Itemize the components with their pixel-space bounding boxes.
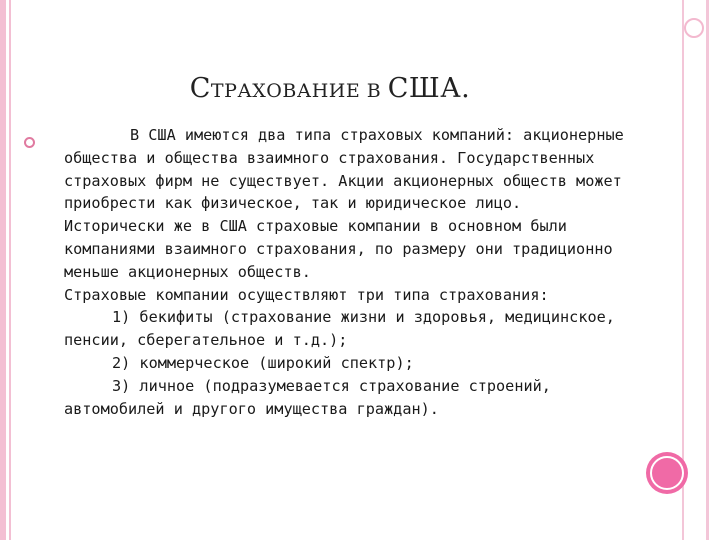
- bottom-circle-decoration: [646, 452, 688, 494]
- title-initial: С: [189, 73, 211, 104]
- slide-title: [0, 73, 660, 104]
- paragraph-history: Исторически же в США страховые компании в основном были компаниями взаимного страхования, по размеру они традиционно меньше акционерных обществ.: [64, 217, 613, 281]
- paragraph-company-types: В США имеются два типа страховых компаний: акционерные общества и общества взаимного страхования. Государственных страховых фирм не существует. Акции акционерных обществ может приобрести как физическое, так и юридическое лицо.: [64, 126, 624, 213]
- list-item: 2) коммерческое (широкий спектр);: [112, 353, 414, 372]
- top-circle-decoration: [684, 18, 704, 38]
- slide-body: [64, 124, 624, 420]
- title-usa: США.: [387, 73, 471, 104]
- list-item: 3) личное (подразумевается страхование строений, автомобилей и другого имущества граждан).: [64, 376, 551, 418]
- paragraph-three-types: Страховые компании осуществляют три типа страхования:: [64, 285, 549, 304]
- title-rest: ТРАХОВАНИЕ В: [210, 80, 388, 102]
- right-border-line-outer: [706, 0, 709, 540]
- bullet-ring-icon: [24, 137, 35, 148]
- list-item: 1) бекифиты (страхование жизни и здоровья, медицинское, пенсии, сберегательное и т.д.);: [64, 308, 615, 350]
